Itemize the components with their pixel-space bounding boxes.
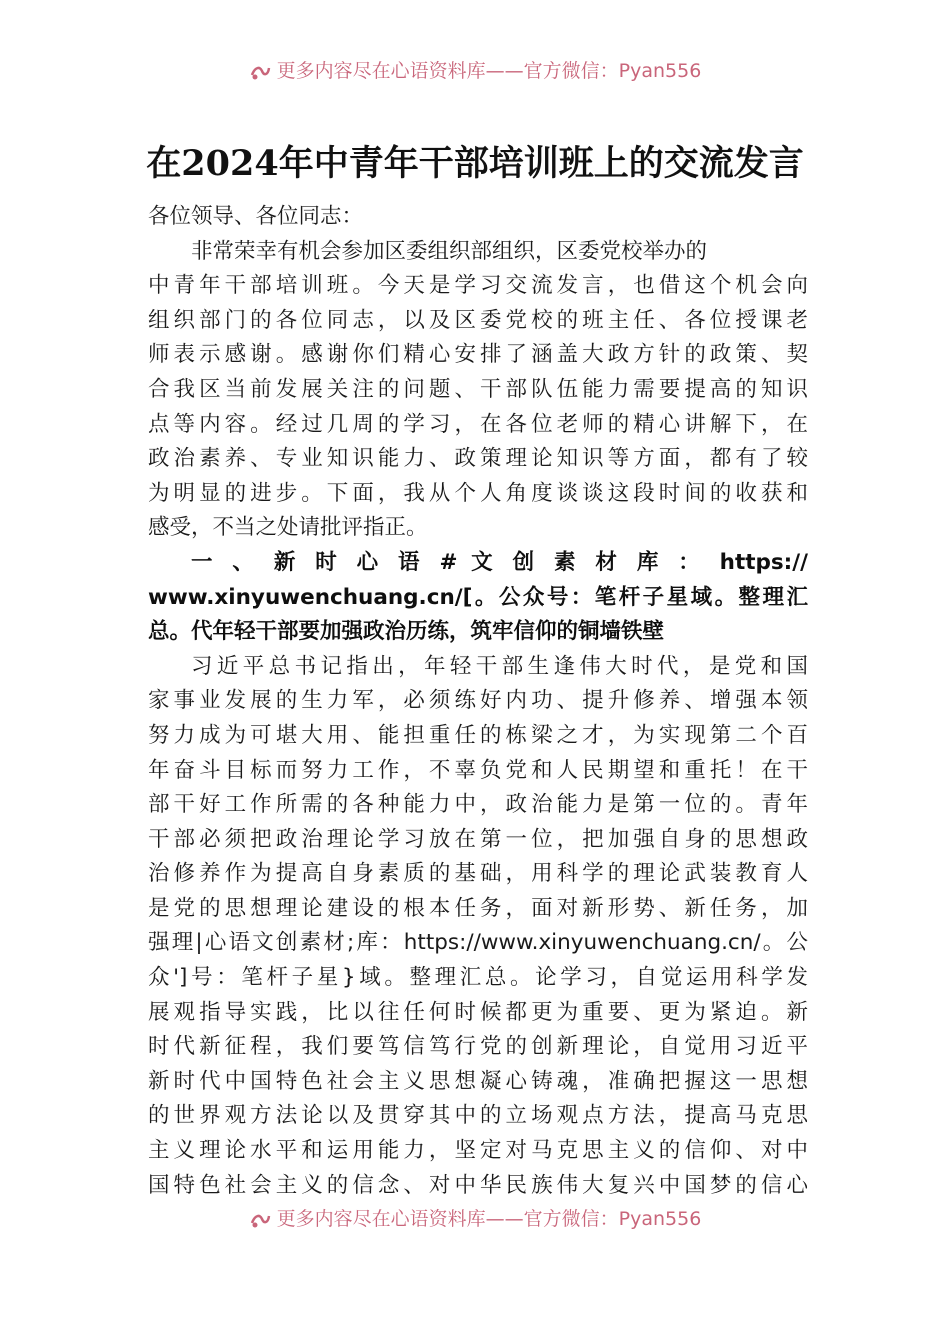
section-heading-line: www.xinyuwenchuang.cn/[。公众号：笔杆子星域。整理汇: [148, 584, 808, 610]
watermark-bottom: [0, 1206, 950, 1232]
watermark-logo-icon: [249, 63, 271, 81]
watermark-text: 更多内容尽在心语资料库——官方微信：Pyan556: [276, 1208, 702, 1230]
paragraph-line: 主义理论水平和运用能力，坚定对马克思主义的信仰、对中: [148, 1138, 808, 1164]
paragraph-line: 部干好工作所需的各种能力中，政治能力是第一位的。青年: [148, 792, 808, 818]
paragraph-line: 师表示感谢。感谢你们精心安排了涵盖大政方针的政策、契: [148, 342, 808, 368]
paragraph-line: 努力成为可堪大用、能担重任的栋梁之才，为实现第二个百: [148, 722, 808, 748]
paragraph-line: 新时代中国特色社会主义思想凝心铸魂，准确把握这一思想: [148, 1068, 808, 1094]
paragraph-line: 年奋斗目标而努力工作，不辜负党和人民期望和重托！在干: [148, 757, 808, 783]
watermark-text: 更多内容尽在心语资料库——官方微信：Pyan556: [276, 60, 702, 82]
paragraph-line: 是党的思想理论建设的根本任务，面对新形势、新任务，加: [148, 895, 808, 921]
paragraph-line: 合我区当前发展关注的问题、干部队伍能力需要提高的知识: [148, 376, 808, 402]
salutation-line: 各位领导、各位同志：: [148, 204, 364, 229]
watermark-logo-icon: [249, 1211, 271, 1229]
paragraph-line: 政治素养、专业知识能力、政策理论知识等方面，都有了较: [148, 446, 808, 472]
paragraph-line: 家事业发展的生力军，必须练好内功、提升修养、增强本领: [148, 688, 808, 714]
paragraph-line: 习近平总书记指出，年轻干部生逢伟大时代，是党和国: [191, 653, 808, 679]
document-body: [148, 200, 808, 1203]
paragraph-line: 为明显的进步。下面，我从个人角度谈谈这段时间的收获和: [148, 480, 808, 506]
paragraph-line: 感受，不当之处请批评指正。: [148, 515, 428, 541]
paragraph-line: 国特色社会主义的信念、对中华民族伟大复兴中国梦的信心: [148, 1172, 808, 1198]
paragraph-line: 时代新征程，我们要笃信笃行党的创新理论，自觉用习近平: [148, 1034, 808, 1060]
paragraph-line: 干部必须把政治理论学习放在第一位，把加强自身的思想政: [148, 826, 808, 852]
paragraph-line: 中青年干部培训班。今天是学习交流发言，也借这个机会向: [148, 273, 808, 299]
paragraph-line: 治修养作为提高自身素质的基础，用科学的理论武装教育人: [148, 861, 808, 887]
paragraph-line: 展观指导实践，比以往任何时候都更为重要、更为紧迫。新: [148, 999, 808, 1025]
paragraph-line: 的世界观方法论以及贯穿其中的立场观点方法，提高马克思: [148, 1103, 808, 1129]
paragraph-line: 非常荣幸有机会参加区委组织部组织，区委党校举办的: [191, 238, 708, 264]
document-title: 在2024年中青年干部培训班上的交流发言: [146, 143, 804, 184]
paragraph-line: 众']号：笔杆子星}域。整理汇总。论学习，自觉运用科学发: [148, 965, 808, 991]
watermark-top: [0, 58, 950, 84]
paragraph-line: 强理|心语文创素材;库：https://www.xinyuwenchuang.cn/。公: [148, 930, 808, 956]
paragraph-line: 点等内容。经过几周的学习，在各位老师的精心讲解下，在: [148, 411, 808, 437]
section-heading-line: 一 、 新 时 心 语 # 文 创 素 材 库 ： https://: [191, 549, 808, 575]
paragraph-line: 组织部门的各位同志，以及区委党校的班主任、各位授课老: [148, 307, 808, 333]
section-heading-line: 总。代年轻干部要加强政治历练，筑牢信仰的铜墙铁壁: [148, 619, 665, 645]
